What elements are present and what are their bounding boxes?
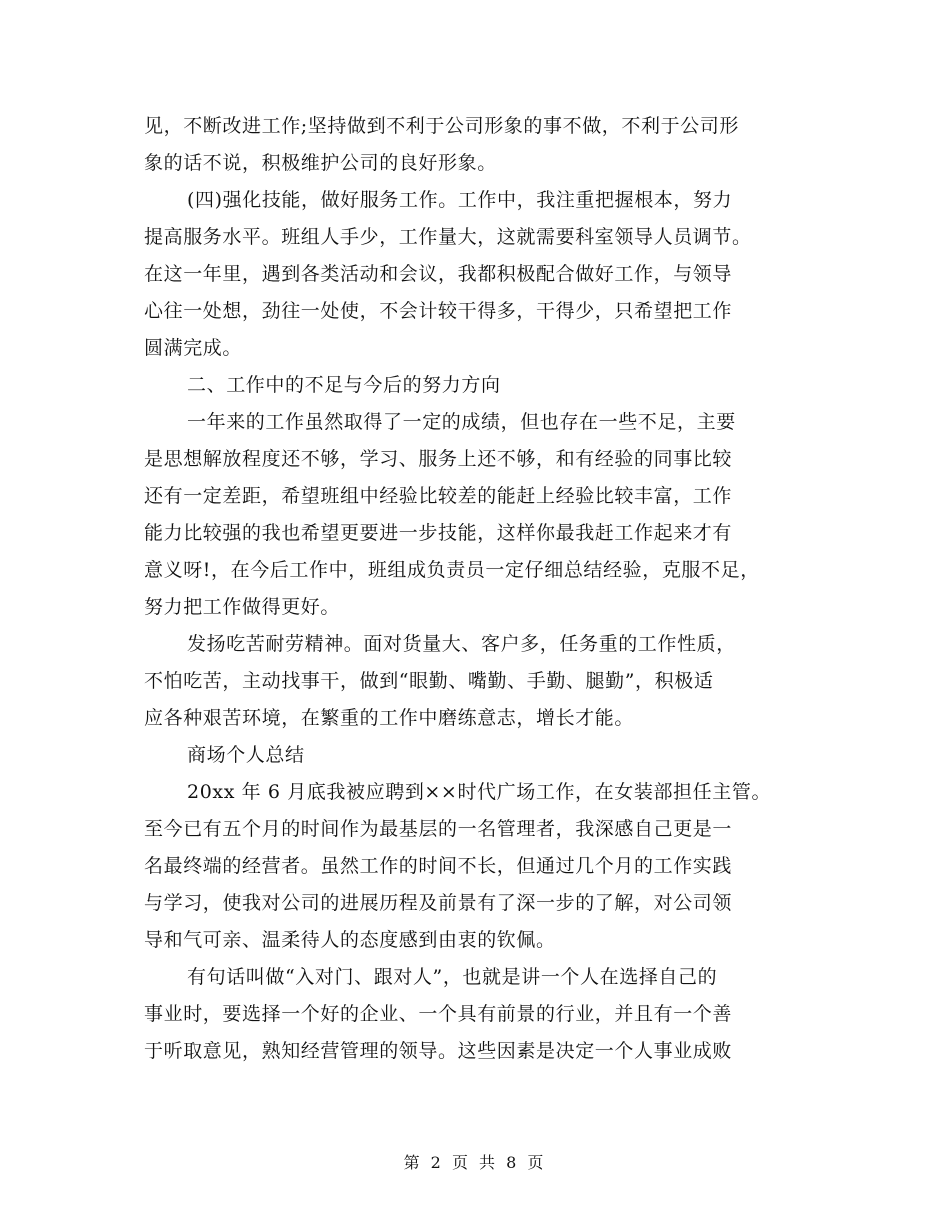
text-line: 应各种艰苦环境，在繁重的工作中磨练意志，增长才能。	[144, 707, 635, 729]
text-line: 名最终端的经营者。虽然工作的时间不长，但通过几个月的工作实践	[144, 855, 733, 877]
text-line: 二、工作中的不足与今后的努力方向	[187, 374, 501, 396]
text-line: 商场个人总结	[187, 744, 305, 766]
text-line: 努力把工作做得更好。	[144, 596, 341, 618]
text-line: 至今已有五个月的时间作为最基层的一名管理者，我深感自己更是一	[144, 818, 733, 840]
text-line: 在这一年里，遇到各类活动和会议，我都积极配合做好工作，与领导	[144, 263, 733, 285]
text-line: 有句话叫做“入对门、跟对人”，也就是讲一个人在选择自己的	[187, 966, 718, 988]
text-line: 象的话不说，积极维护公司的良好形象。	[144, 152, 497, 174]
text-line: 发扬吃苦耐劳精神。面对货量大、客户多，任务重的工作性质，	[187, 633, 736, 655]
text-line: 是思想解放程度还不够，学习、服务上还不够，和有经验的同事比较	[144, 448, 733, 470]
text-line: 事业时，要选择一个好的企业、一个具有前景的行业，并且有一个善	[144, 1003, 733, 1025]
text-line: (四)强化技能，做好服务工作。工作中，我注重把握根本，努力	[187, 189, 733, 211]
text-line: 意义呀!，在今后工作中，班组成负责员一定仔细总结经验，克服不足，	[144, 559, 760, 581]
text-line: 一年来的工作虽然取得了一定的成绩，但也存在一些不足，主要	[187, 411, 736, 433]
text-line: 见，不断改进工作;坚持做到不利于公司形象的事不做，不利于公司形	[144, 115, 740, 137]
text-line: 20xx 年 6 月底我被应聘到××时代广场工作，在女装部担任主管。	[187, 781, 772, 803]
text-line: 导和气可亲、温柔待人的态度感到由衷的钦佩。	[144, 929, 556, 951]
page-number-footer: 第 2 页 共 8 页	[403, 1153, 547, 1172]
text-line: 能力比较强的我也希望更要进一步技能，这样你最我赶工作起来才有	[144, 522, 733, 544]
text-line: 圆满完成。	[144, 337, 243, 359]
text-line: 于听取意见，熟知经营管理的领导。这些因素是决定一个人事业成败	[144, 1040, 733, 1062]
text-line: 不怕吃苦，主动找事干，做到“眼勤、嘴勤、手勤、腿勤”，积极适	[144, 670, 714, 692]
text-line: 还有一定差距，希望班组中经验比较差的能赶上经验比较丰富，工作	[144, 485, 733, 507]
document-body	[144, 108, 824, 1070]
text-line: 与学习，使我对公司的进展历程及前景有了深一步的了解，对公司领	[144, 892, 733, 914]
text-line: 心往一处想，劲往一处使，不会计较干得多，干得少，只希望把工作	[144, 300, 733, 322]
text-line: 提高服务水平。班组人手少，工作量大，这就需要科室领导人员调节。	[144, 226, 752, 248]
